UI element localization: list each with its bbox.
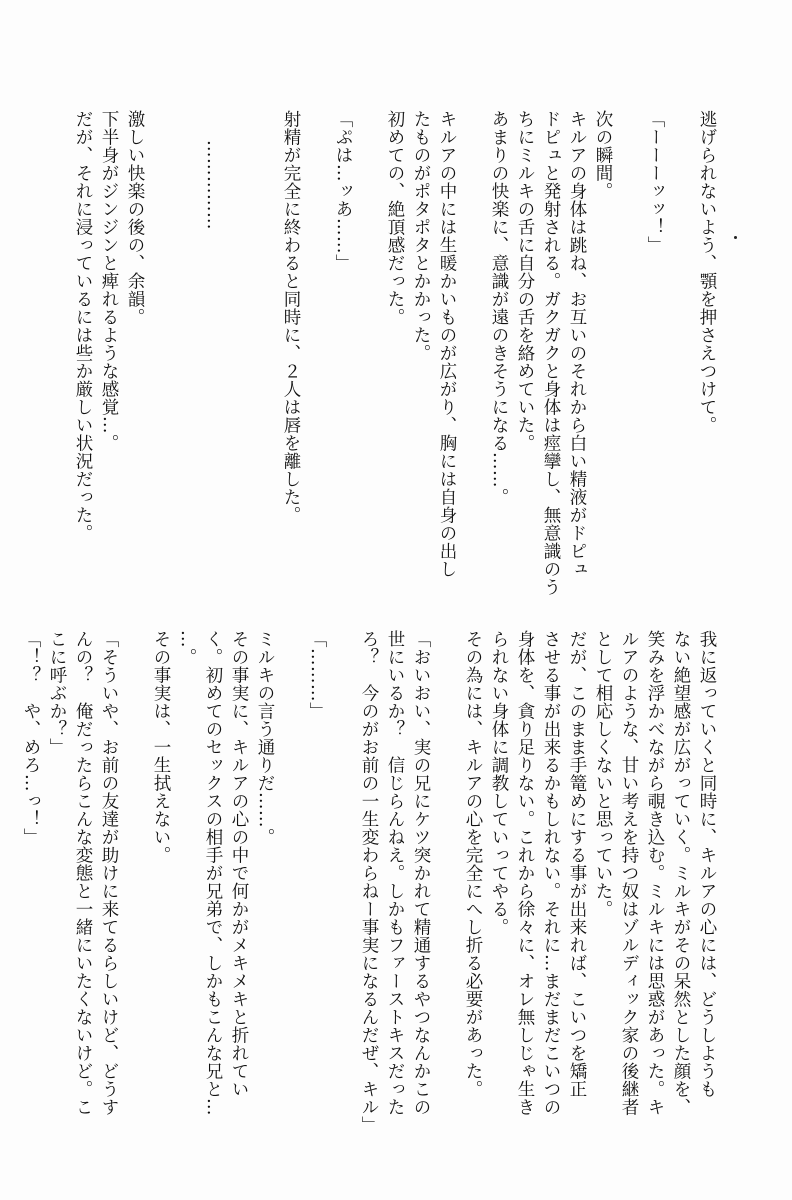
text-line: その為には、キルアの心を完全にへし折る必要があった。	[463, 630, 483, 1098]
text-line: 「！？ や、めろ…っ！」	[21, 630, 41, 846]
text-line: だが、このまま手篭めにする事が出来れば、こいつを矯正	[567, 630, 587, 1098]
text-line: その事実は、一生拭えない。	[151, 630, 171, 864]
text-line: ない絶望感が広がっていく。ミルキがその呆然とした顔を、	[671, 630, 691, 1116]
blank-line	[330, 630, 356, 1100]
text-line: く。初めてのセックスの相手が兄弟で、しかもこんな兄と…	[203, 630, 223, 1116]
text-line: 「………」	[307, 630, 327, 720]
text-line: その事実に、キルアの心の中で何かがメキメキと折れてい	[229, 630, 249, 1098]
blank-line	[122, 630, 148, 1100]
text-line: 「そういや、お前の友達が助けに来てるらしいけど、どうす	[99, 630, 119, 1116]
text-line: だが、それに浸っているには些か厳しい状況だった。	[73, 110, 93, 542]
blank-line	[252, 110, 278, 600]
text-line: 身体を、貪り足りない。これから徐々に、オレ無しじゃ生き	[515, 630, 535, 1116]
text-line: あまりの快楽に、意識が遠のきそうになる……。	[489, 110, 509, 506]
text-line: 「ーーーッッ！」	[645, 110, 665, 254]
text-line: 「おいおい、実の兄にケツ突かれて精通するやつなんかこの	[411, 630, 431, 1116]
text-line: 逃げられないよう、顎を押さえつけて。	[697, 110, 717, 434]
text-line: ルアのような、甘い考えを持つ奴はゾルディック家の後継者	[619, 630, 639, 1116]
text-line: させる事が出来るかもしれない。それに…まだまだこいつの	[541, 630, 561, 1116]
scan-speck	[734, 236, 737, 239]
scene-break: ……………	[203, 140, 223, 230]
text-line: こに呼ぶか？」	[47, 630, 67, 756]
blank-line	[616, 110, 642, 600]
text-line: 世にいるか？ 信じらんねえ。しかもファーストキスだった	[385, 630, 405, 1116]
blank-line	[174, 110, 200, 600]
text-line: たものがポタポタとかかった。	[411, 110, 431, 362]
text-line: ろ？ 今のがお前の一生変わらねー事実になるんだぜ、キル」	[359, 630, 379, 1134]
text-line: キルアの中には生暖かいものが広がり、胸には自身の出し	[437, 110, 457, 578]
lower-text-block	[21, 630, 720, 1134]
text-line: 次の瞬間。	[593, 110, 613, 200]
blank-line	[356, 110, 382, 600]
blank-line	[226, 110, 252, 600]
text-line: 初めての、絶頂感だった。	[385, 110, 405, 326]
text-line: んの？ 俺だったらこんな変態と一緒にいたくないけど。こ	[73, 630, 93, 1116]
text-line: …。	[177, 630, 197, 666]
text-line: キルアの身体は跳ね、お互いのそれから白い精液がドピュ	[567, 110, 587, 578]
blank-line	[148, 110, 174, 600]
text-line: ミルキの言う通りだ……。	[255, 630, 275, 846]
blank-line	[434, 630, 460, 1100]
text-line: 下半身がジンジンと痺れるような感覚…。	[99, 110, 119, 452]
text-line: られない身体に調教していってやる。	[489, 630, 509, 936]
text-line: 我に返っていくと同時に、キルアの心には、どうしようも	[697, 630, 717, 1098]
text-line: 射精が完全に終わると同時に、２人は唇を離した。	[281, 110, 301, 524]
blank-line	[460, 110, 486, 600]
text-line: ちにミルキの舌に自分の舌を絡めていた。	[515, 110, 535, 452]
text-line: として相応しくないと思っていた。	[593, 630, 613, 918]
text-line: 激しい快楽の後の、余韻。	[125, 110, 145, 326]
blank-line	[278, 630, 304, 1100]
upper-text-block	[73, 110, 720, 600]
blank-line	[668, 110, 694, 600]
text-line: ドピュと発射される。ガクガクと身体は痙攣し、無意識のう	[541, 110, 561, 596]
text-line: 笑みを浮かべながら覗き込む。ミルキには思惑があった。キ	[645, 630, 665, 1116]
text-line: 「ぷは…ッあ……」	[333, 110, 353, 272]
blank-line	[304, 110, 330, 600]
